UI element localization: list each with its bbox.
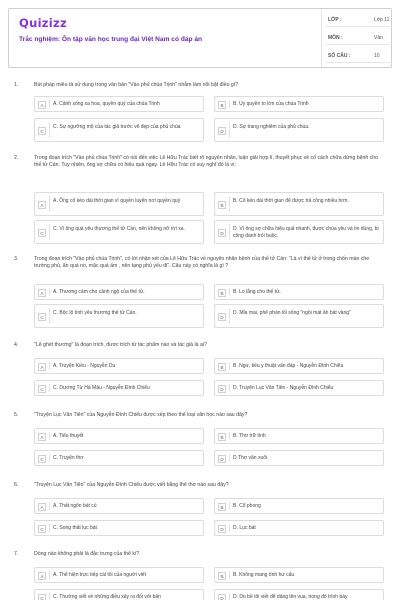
quizizz-logo: Quizizz [19, 16, 68, 30]
option-text: B. Cổ phong [233, 503, 261, 509]
option-text: D. Sự trang nghiêm của phủ chúa. [233, 124, 310, 130]
option-letter: A [38, 289, 46, 297]
meta-key: LỚP : [328, 17, 342, 23]
option-d[interactable] [214, 589, 384, 600]
option-letter: C [38, 385, 46, 393]
option-d[interactable] [214, 380, 384, 396]
option-text: D. Do bề tôi viết để dâng lên vua, trong đó trình bày [233, 594, 348, 600]
option-letter: C [38, 525, 46, 533]
question-text: "Lẽ ghét thương" là đoạn trích, được trích từ tác phẩm nào và tác giả là ai? [34, 342, 207, 348]
meta-key: MÔN : [328, 35, 343, 41]
option-text: A. Cảnh sống xa hoa, quyền quý của chúa Trịnh [53, 101, 160, 107]
option-d[interactable] [214, 304, 384, 328]
option-letter: B [218, 201, 226, 209]
option-b[interactable] [214, 192, 384, 216]
question-number: 7. [14, 551, 19, 557]
question-number: 6. [14, 482, 19, 488]
question-number: 1. [14, 82, 19, 88]
option-letter: B [218, 503, 226, 511]
worksheet-title: Trắc nghiệm: Ôn tập văn học trung đại Việt Nam có đáp án [19, 36, 203, 43]
meta-question-count [326, 49, 392, 63]
worksheet-header [8, 8, 392, 68]
option-letter: C [38, 313, 46, 321]
option-letter: C [38, 229, 46, 237]
question-number: 2. [14, 155, 19, 161]
question-text: Dòng nào không phải là đặc trưng của thể kí? [34, 551, 140, 557]
option-b[interactable] [214, 428, 384, 444]
question-number: 4. [14, 342, 19, 348]
option-c[interactable] [34, 589, 204, 600]
option-c[interactable] [34, 450, 204, 466]
option-a[interactable] [34, 284, 204, 300]
option-letter: B [218, 433, 226, 441]
meta-grade [326, 13, 392, 27]
option-text: C. Vì ông quá yêu thương thế tử Cán, nên không nỡ rời xa. [53, 226, 185, 232]
option-text: B. Lo lắng cho thế tử. [233, 289, 281, 295]
question-number: 5. [14, 412, 19, 418]
option-text: C. Song thất lục bát [53, 525, 97, 531]
option-letter: D [218, 594, 226, 600]
option-b[interactable] [214, 358, 384, 374]
option-a[interactable] [34, 428, 204, 444]
option-letter: D [218, 127, 226, 135]
option-a[interactable] [34, 96, 204, 112]
option-text: A. Thất ngôn bát cú [53, 503, 97, 509]
option-text: A. Tiểu thuyết [53, 433, 84, 439]
meta-key: SỐ CÂU : [328, 53, 351, 59]
option-d[interactable] [214, 450, 384, 466]
option-text: D.Thơ văn xuôi [233, 455, 268, 461]
option-letter: C [38, 127, 46, 135]
option-d[interactable] [214, 220, 384, 244]
meta-subject [326, 31, 392, 45]
option-c[interactable] [34, 520, 204, 536]
option-letter: A [38, 433, 46, 441]
option-letter: D [218, 229, 226, 237]
option-text: C. Truyện thơ [53, 455, 84, 461]
option-text: A. Thương cảm cho cảnh ngộ của thế tử. [53, 289, 145, 295]
meta-value: Lớp 11 [374, 17, 390, 23]
option-letter: D [218, 385, 226, 393]
option-d[interactable] [214, 520, 384, 536]
option-b[interactable] [214, 96, 384, 112]
question-text: Trong đoạn trích "Vào phủ chúa Trịnh", có lời nhận xét của Lê Hữu Trác về nguyên nhân bệnh của thế tử Cán: "Là vì thế tử ở trong chốn màn che trướng phủ, ăn quá no, mặc quá ấm , nên tạng phủ yếu đi". Câu này có nghĩa là gì ? [34, 256, 370, 270]
option-letter: A [38, 101, 46, 109]
option-letter: D [218, 455, 226, 463]
option-text: B. Ngư, tiều y thuật vấn đáp - Nguyễn Đình Chiểu [233, 363, 344, 369]
option-text: A. Ông cố kéo dài thời gian vì quyền luyến nơi quyền quý [53, 198, 181, 204]
option-text: D. Truyện Lục Vân Tiên - Nguyễn Đình Chiểu [233, 385, 334, 391]
option-letter: B [218, 363, 226, 371]
option-letter: C [38, 455, 46, 463]
option-letter: D [218, 525, 226, 533]
option-c[interactable] [34, 118, 204, 142]
option-text: B. Thơ trữ tình [233, 433, 266, 439]
option-letter: A [38, 572, 46, 580]
option-text: C. Dương Từ Hà Mậu - Nguyễn Đình Chiểu [53, 385, 150, 391]
option-a[interactable] [34, 567, 204, 583]
option-text: B. Uy quyền to lớn của chúa Trịnh [233, 101, 309, 107]
option-c[interactable] [34, 220, 204, 244]
question-text: "Truyện Lục Vân Tiên" của Nguyễn Đình Chiểu được xếp theo thể loại văn học nào sau đây? [34, 412, 248, 418]
option-letter: B [218, 289, 226, 297]
option-c[interactable] [34, 380, 204, 396]
option-letter: A [38, 503, 46, 511]
option-text: C. Bộc lộ tình yêu thương thế tử Cán. [53, 310, 137, 316]
option-a[interactable] [34, 358, 204, 374]
question-text: "Truyện Lục Vân Tiên" của Nguyễn Đình Chiểu được viết bằng thể thơ nào sau đây? [34, 482, 229, 488]
option-letter: A [38, 201, 46, 209]
option-text: B. Không mang tính hư cấu [233, 572, 295, 578]
option-letter: B [218, 572, 226, 580]
option-d[interactable] [214, 118, 384, 142]
option-text: D. Lục bát [233, 525, 256, 531]
option-text: C. Sự ngưỡng mộ của tác giả trước vẻ đẹp của phủ chúa [53, 124, 181, 130]
option-letter: D [218, 313, 226, 321]
question-text: Bút pháp miêu tả sử dụng trong văn bản "Vào phủ chúa Trịnh" nhằm làm nổi bật điều gì? [34, 82, 239, 88]
option-letter: A [38, 363, 46, 371]
option-text: A. Thể hiện trực tiếp cái tôi của người viết [53, 572, 146, 578]
option-text: D. Vì ông sợ chữa hiệu quả nhanh, được chúa yêu và tin dùng, bị công danh trói buộc. [233, 226, 379, 239]
question-text: Trong đoạn trích "Vào phủ chúa Trịnh" có nói đến việc Lê Hữu Trác biết rõ nguyên nhân, luận giải hợp lí, thuyết phục về cố cách chữa dứng bệnh cho thế tử Cán. Tuy nhiên, ông sợ chữa có hiệu quả ngay. Lê Hữu Trác có suy nghĩ đó là vì: [34, 155, 379, 169]
option-b[interactable] [214, 498, 384, 514]
option-c[interactable] [34, 304, 204, 328]
option-text: B. Cố kéo dài thời gian để được trả công nhiều hơn. [233, 198, 349, 204]
question-number: 3. [14, 256, 19, 262]
option-text: A. Truyện Kiều - Nguyễn Du [53, 363, 116, 369]
meta-value: 10 [374, 53, 380, 59]
option-text: D. Mỉa mai, phê phán lối sống "ngồi mát ăn bát vàng" [233, 310, 351, 316]
meta-value: Văn [374, 35, 383, 41]
worksheet-meta [321, 9, 393, 67]
option-a[interactable] [34, 192, 204, 216]
option-a[interactable] [34, 498, 204, 514]
option-letter: B [218, 101, 226, 109]
option-b[interactable] [214, 284, 384, 300]
option-letter: C [38, 594, 46, 600]
option-text: C. Thường viết về những điều xảy ra đối với bản [53, 594, 161, 600]
option-b[interactable] [214, 567, 384, 583]
